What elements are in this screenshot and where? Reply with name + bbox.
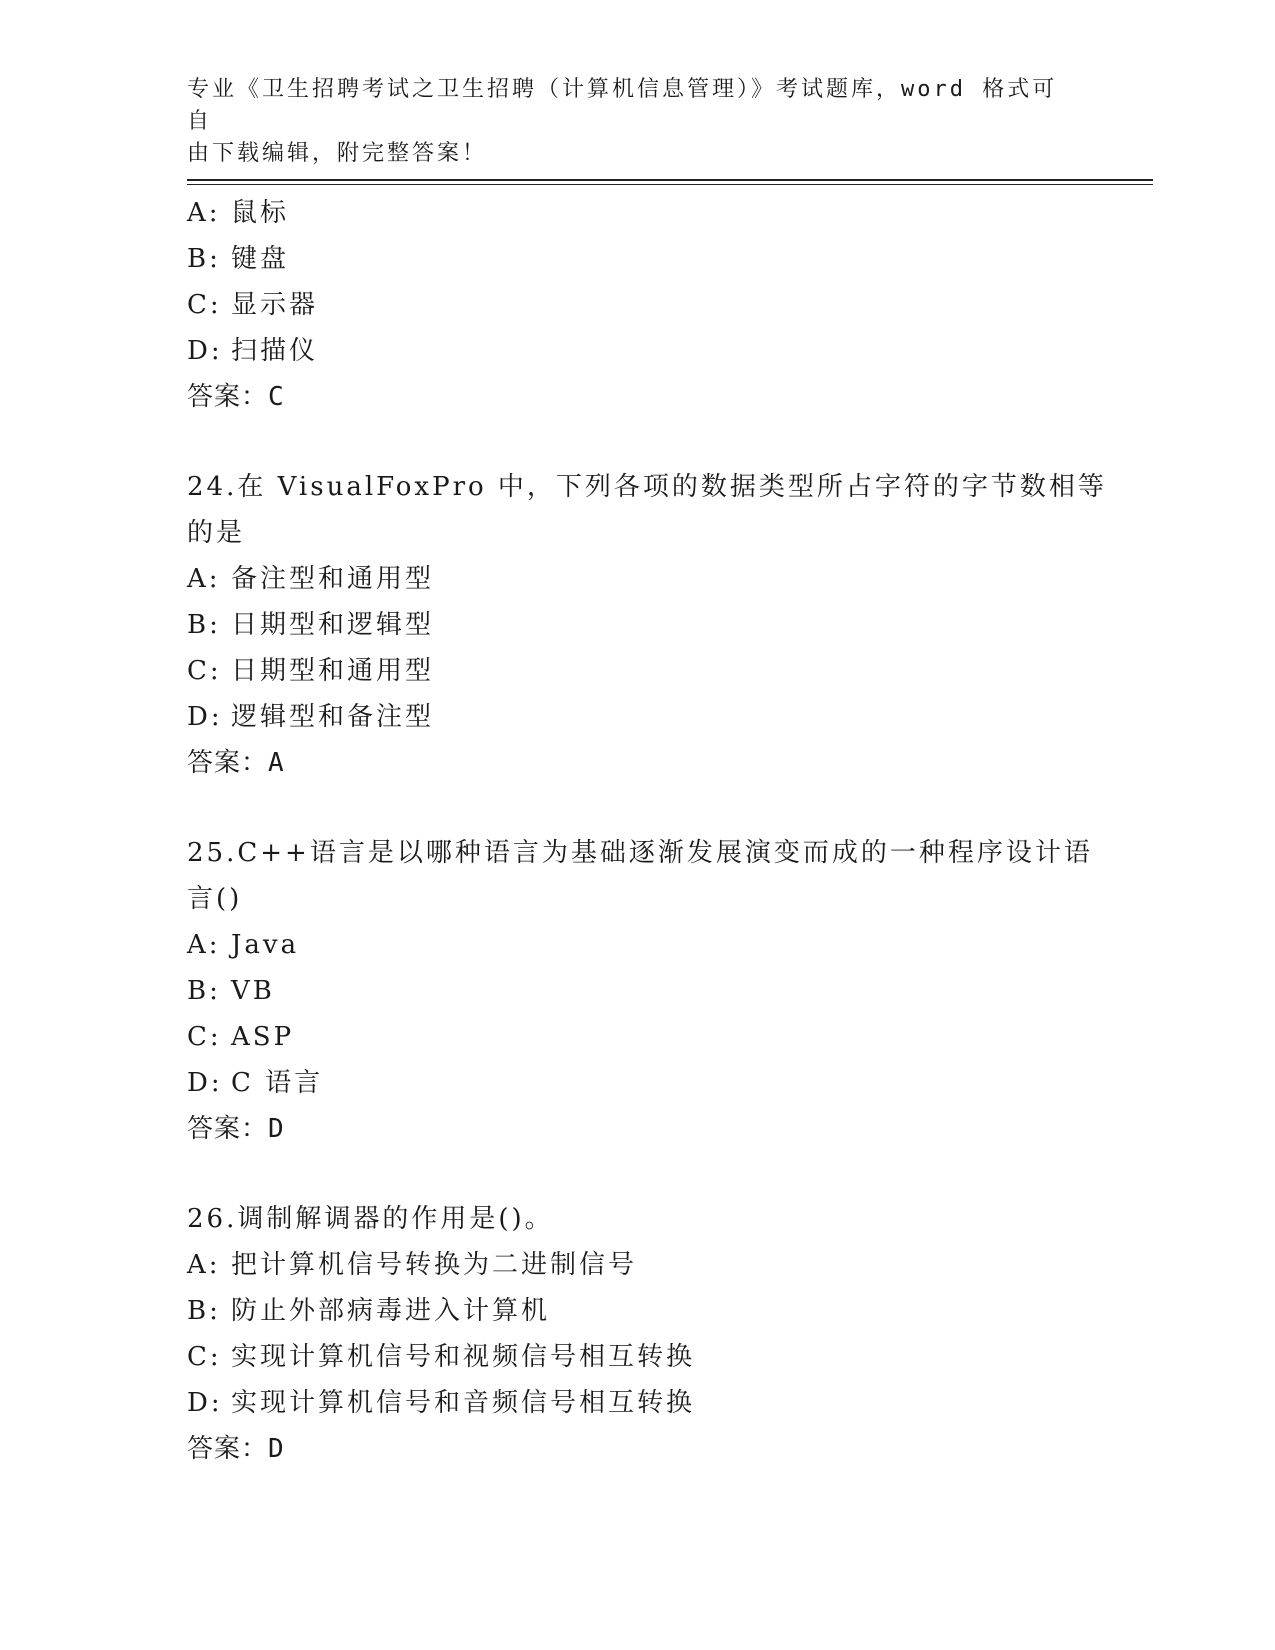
spacer — [187, 420, 1067, 464]
option-letter: B: — [187, 1296, 221, 1326]
option-text: 日期型和通用型 — [231, 656, 435, 686]
question-block-26 — [187, 1196, 1067, 1472]
option-letter: A: — [187, 1250, 221, 1280]
option-letter: D: — [187, 336, 223, 366]
option-text: 实现计算机信号和音频信号相互转换 — [231, 1388, 696, 1418]
option-letter: C: — [187, 290, 222, 320]
answer-line — [187, 1426, 1067, 1472]
option-a — [187, 1242, 1067, 1288]
option-c — [187, 282, 1067, 328]
option-text: C 语言 — [231, 1068, 324, 1098]
option-a — [187, 556, 1067, 602]
question-text: 25.C++语言是以哪种语言为基础逐渐发展演变而成的一种程序设计语 — [187, 838, 1093, 868]
spacer — [187, 786, 1067, 830]
header-divider — [187, 179, 1153, 181]
option-text: 把计算机信号转换为二进制信号 — [231, 1250, 638, 1280]
option-text: 日期型和逻辑型 — [231, 610, 435, 640]
option-text: VB — [231, 976, 275, 1006]
option-text: 键盘 — [231, 244, 290, 274]
option-letter: B: — [187, 244, 221, 274]
option-b — [187, 236, 1067, 282]
question-list — [187, 190, 1107, 1472]
option-d — [187, 694, 1067, 740]
option-letter: B: — [187, 610, 221, 640]
option-text: 实现计算机信号和视频信号相互转换 — [231, 1342, 696, 1372]
question-text-cont: 言() — [187, 884, 243, 914]
option-text: 逻辑型和备注型 — [231, 702, 435, 732]
option-letter: A: — [187, 564, 221, 594]
header-line-2: 由下载编辑，附完整答案！ — [187, 141, 488, 166]
option-letter: B: — [187, 976, 221, 1006]
answer-line — [187, 374, 1067, 420]
option-text: 鼠标 — [231, 198, 290, 228]
option-c — [187, 648, 1067, 694]
question-text-cont: 的是 — [187, 518, 246, 548]
option-a — [187, 922, 1067, 968]
option-d — [187, 328, 1067, 374]
answer-line — [187, 1106, 1067, 1152]
document-header — [187, 74, 1067, 170]
option-c — [187, 1014, 1067, 1060]
option-letter: D: — [187, 1388, 223, 1418]
option-d — [187, 1060, 1067, 1106]
answer-value: A — [268, 748, 285, 778]
option-letter: D: — [187, 702, 223, 732]
answer-label: 答案： — [187, 748, 269, 778]
answer-value: D — [268, 1434, 285, 1464]
answer-value: D — [268, 1114, 285, 1144]
answer-label: 答案： — [187, 382, 269, 412]
option-letter: A: — [187, 930, 221, 960]
question-text: 24.在 VisualFoxPro 中，下列各项的数据类型所占字符的字节数相等 — [187, 472, 1107, 502]
option-text: 扫描仪 — [231, 336, 319, 366]
header-divider-thin — [187, 184, 1153, 185]
option-letter: C: — [187, 656, 222, 686]
question-block-23 — [187, 190, 1067, 420]
option-b — [187, 1288, 1067, 1334]
spacer — [187, 1152, 1067, 1196]
answer-line — [187, 740, 1067, 786]
option-text: ASP — [231, 1022, 295, 1052]
option-letter: A: — [187, 198, 221, 228]
option-text: 备注型和通用型 — [231, 564, 435, 594]
question-block-25 — [187, 830, 1093, 1152]
option-d — [187, 1380, 1067, 1426]
option-b — [187, 602, 1067, 648]
answer-label: 答案： — [187, 1434, 269, 1464]
option-letter: C: — [187, 1342, 222, 1372]
answer-value: C — [268, 382, 285, 412]
option-text: 显示器 — [231, 290, 319, 320]
option-letter: C: — [187, 1022, 222, 1052]
question-text: 26.调制解调器的作用是()。 — [187, 1204, 554, 1234]
option-text: Java — [231, 930, 300, 960]
option-a — [187, 190, 1067, 236]
option-b — [187, 968, 1067, 1014]
option-text: 防止外部病毒进入计算机 — [231, 1296, 551, 1326]
header-line-1: 专业《卫生招聘考试之卫生招聘（计算机信息管理）》考试题库，word 格式可自 — [187, 77, 1058, 134]
question-block-24 — [187, 464, 1107, 786]
option-letter: D: — [187, 1068, 223, 1098]
option-c — [187, 1334, 1067, 1380]
answer-label: 答案： — [187, 1114, 269, 1144]
